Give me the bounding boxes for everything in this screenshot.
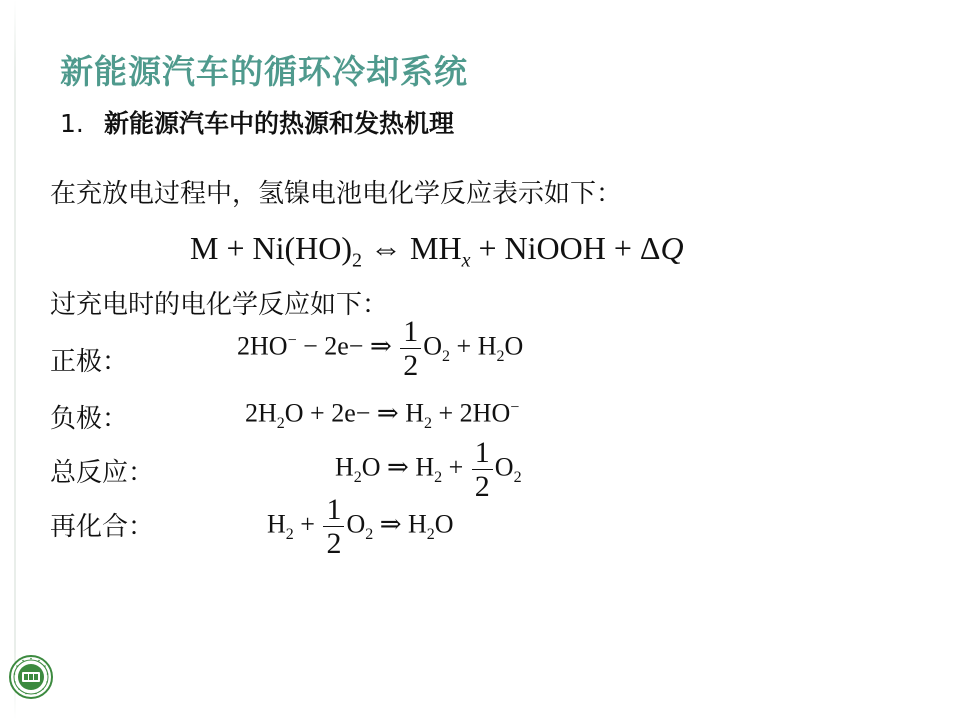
total-term-d: O [494, 452, 514, 482]
recombination-frac-num: 1 [323, 494, 344, 527]
positive-term-b: − 2e− ⇒ [303, 331, 392, 361]
recombination-term-b: + [300, 509, 315, 539]
positive-term-a-sup: − [287, 332, 297, 350]
main-reaction-equation [190, 232, 684, 270]
total-equation [335, 437, 522, 503]
main-q: Q [660, 230, 684, 266]
negative-term-a: 2H [245, 398, 277, 428]
negative-equation [245, 400, 519, 432]
recombination-term-d: ⇒ H [379, 509, 427, 539]
negative-term-b: O + 2e− ⇒ H [284, 398, 424, 428]
section-heading [60, 104, 454, 140]
positive-term-d: + H [456, 331, 497, 361]
overcharge-intro-text: 过充电时的电化学反应如下： [50, 290, 389, 320]
total-term-c: + [448, 452, 464, 482]
recombination-fraction [323, 494, 344, 560]
positive-term-e: O [504, 331, 524, 361]
main-lhs-sub: 2 [352, 249, 363, 272]
section-heading-text: 新能源汽车中的热源和发热机理 [104, 109, 455, 138]
intro-text: 在充放电过程中，氢镍电池电化学反应表示如下： [50, 179, 623, 209]
total-term-d-sub: 2 [513, 468, 522, 486]
negative-label: 负极： [50, 404, 129, 434]
positive-frac-num: 1 [400, 316, 421, 349]
main-lhs: M + Ni(HO) [190, 230, 353, 266]
total-term-b-sub: 2 [434, 468, 443, 486]
recombination-frac-den: 2 [326, 526, 342, 560]
total-term-a: H [335, 452, 354, 482]
positive-fraction [400, 316, 421, 382]
negative-term-b-sub: 2 [424, 414, 432, 432]
slide-title: 新能源汽车的循环冷却系统 [60, 52, 468, 91]
main-mh-sub: x [461, 249, 471, 272]
recombination-term-c-sub: 2 [365, 525, 374, 543]
main-arrow: ⇔ [370, 230, 403, 266]
recombination-term-a-sub: 2 [285, 525, 294, 543]
negative-term-c: + 2HO [438, 398, 511, 428]
total-frac-den: 2 [474, 469, 490, 503]
positive-term-c: O [423, 331, 443, 361]
total-term-a-sub: 2 [353, 468, 362, 486]
total-term-b: O ⇒ H [361, 452, 435, 482]
positive-term-c-sub: 2 [442, 347, 451, 365]
total-frac-num: 1 [472, 437, 493, 470]
recombination-term-a: H [267, 509, 286, 539]
section-number: 1. [60, 109, 84, 138]
recombination-term-c: O [346, 509, 366, 539]
total-label: 总反应： [50, 458, 155, 488]
positive-term-a: 2HO [237, 331, 288, 361]
recombination-label: 再化合： [50, 512, 155, 542]
negative-term-a-sub: 2 [276, 414, 285, 432]
main-mh: MH [410, 230, 462, 266]
positive-equation [237, 316, 523, 382]
recombination-term-d-sub: 2 [426, 525, 435, 543]
main-rest: + NiOOH + Δ [478, 230, 661, 266]
left-decorative-rule [14, 0, 16, 720]
positive-frac-den: 2 [403, 348, 419, 382]
total-fraction [472, 437, 493, 503]
positive-label: 正极： [50, 347, 129, 377]
recombination-term-e: O [434, 509, 454, 539]
recombination-equation [267, 494, 454, 560]
negative-term-c-sup: − [510, 399, 520, 416]
university-seal-icon [9, 655, 53, 699]
positive-term-d-sub: 2 [496, 347, 505, 365]
